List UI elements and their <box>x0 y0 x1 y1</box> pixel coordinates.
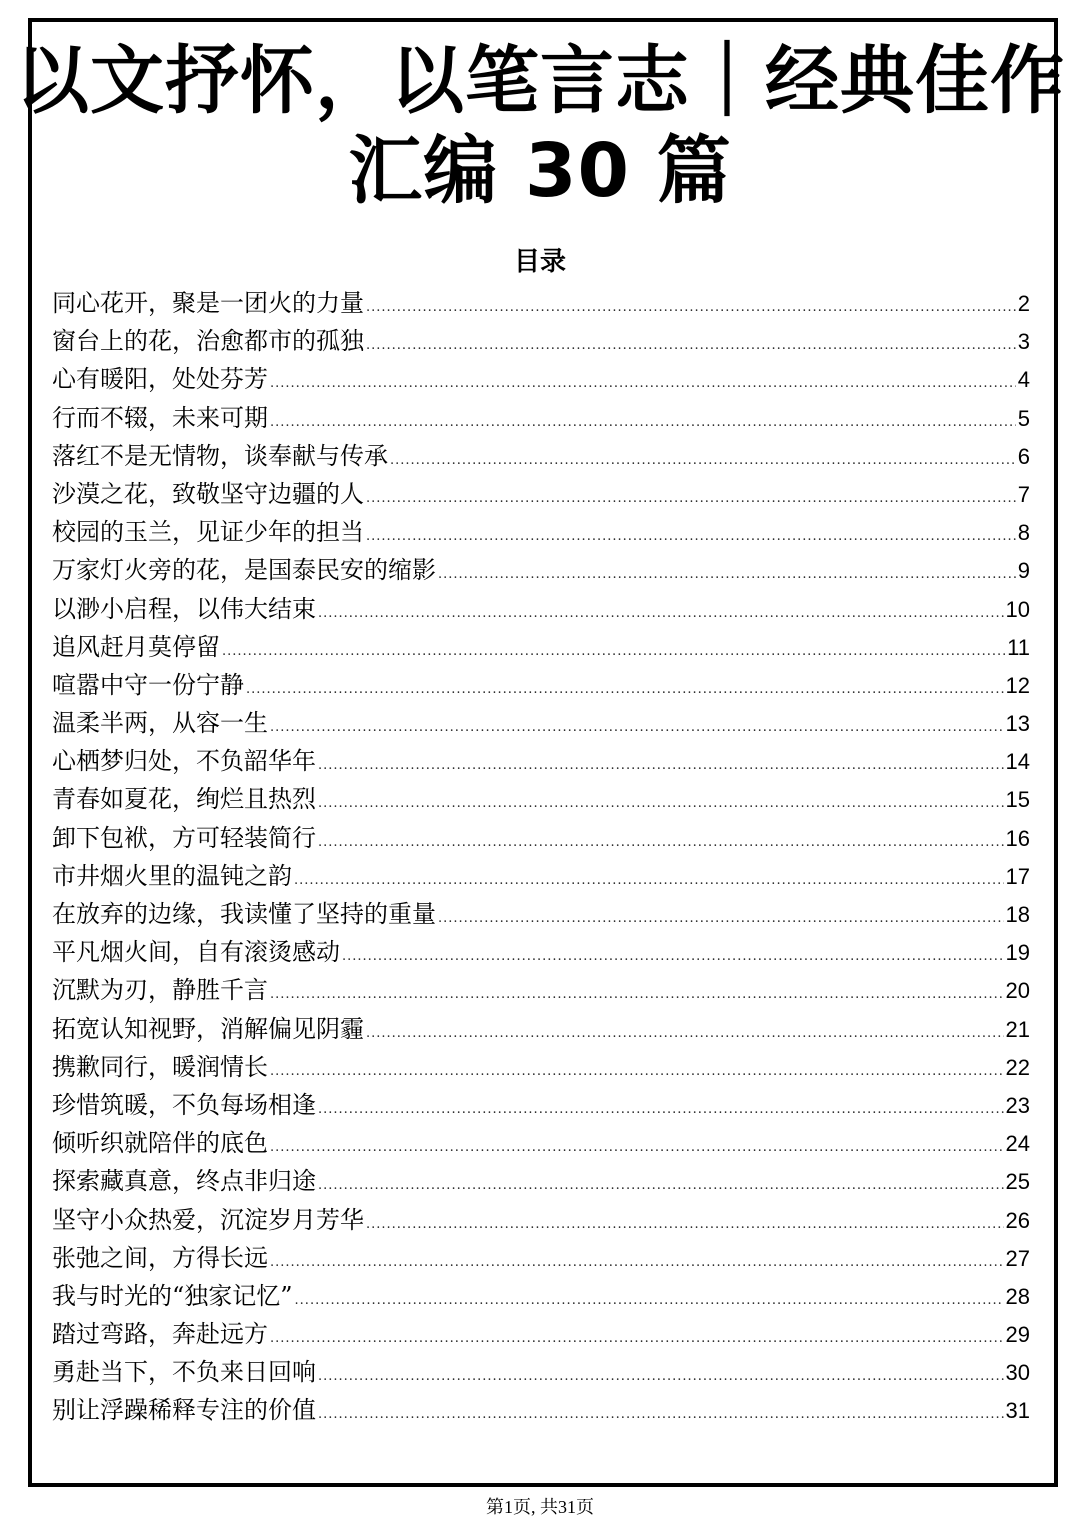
toc-entry-page-number: 28 <box>1005 1283 1030 1309</box>
toc-entry-title: 落红不是无情物，谈奉献与传承 <box>52 441 388 470</box>
toc-entry[interactable] <box>52 933 1030 971</box>
toc-entry-page-number: 21 <box>1005 1016 1030 1042</box>
toc-entry-title: 勇赴当下，不负来日回响 <box>52 1358 316 1387</box>
toc-heading: 目录 <box>513 247 566 277</box>
toc-entry[interactable] <box>52 1277 1030 1315</box>
toc-entry[interactable] <box>52 475 1030 513</box>
toc-dot-leader <box>318 1396 1004 1434</box>
toc-entry-page-number: 13 <box>1005 711 1030 737</box>
toc-entry-title: 行而不辍，未来可期 <box>52 403 268 432</box>
toc-dot-leader <box>270 709 1004 747</box>
toc-entry[interactable] <box>52 1239 1030 1277</box>
toc-entry-page-number: 23 <box>1005 1092 1030 1118</box>
toc-entry-page-number: 29 <box>1005 1322 1030 1348</box>
toc-entry-page-number: 26 <box>1005 1207 1030 1233</box>
toc-entry-page-number: 22 <box>1005 1054 1030 1080</box>
toc-entry-title: 在放弃的边缘，我读懂了坚持的重量 <box>52 900 436 928</box>
toc-dot-leader <box>246 671 1004 709</box>
toc-entry-title: 平凡烟火间，自有滚烫感动 <box>52 938 340 967</box>
toc-dot-leader <box>318 595 1004 633</box>
toc-entry-page-number: 18 <box>1005 902 1030 927</box>
table-of-contents <box>52 284 1030 1430</box>
toc-entry-page-number: 9 <box>1017 558 1030 584</box>
toc-dot-leader <box>366 327 1016 365</box>
toc-entry[interactable] <box>52 1086 1030 1124</box>
toc-dot-leader <box>366 518 1016 556</box>
toc-entry-title: 同心花开，聚是一团火的力量 <box>52 289 364 317</box>
toc-entry-title: 沉默为刃，静胜千言 <box>52 976 268 1005</box>
toc-dot-leader <box>438 556 1016 594</box>
toc-entry-page-number: 10 <box>1005 596 1030 622</box>
toc-entry[interactable] <box>52 780 1030 818</box>
toc-entry[interactable] <box>52 1315 1030 1353</box>
toc-entry-page-number: 27 <box>1005 1245 1030 1271</box>
toc-entry-title: 别让浮躁稀释专注的价值 <box>52 1396 316 1425</box>
toc-entry[interactable] <box>52 666 1030 704</box>
toc-entry[interactable] <box>52 895 1030 933</box>
toc-entry[interactable] <box>52 704 1030 742</box>
toc-entry-page-number: 14 <box>1005 749 1030 775</box>
toc-dot-leader <box>318 1091 1004 1129</box>
toc-dot-leader <box>270 365 1016 403</box>
toc-entry-page-number: 25 <box>1005 1169 1030 1195</box>
toc-dot-leader <box>270 976 1004 1014</box>
toc-entry-title: 喧嚣中守一份宁静 <box>52 670 244 699</box>
toc-entry-title: 探索藏真意，终点非归途 <box>52 1167 316 1196</box>
toc-entry[interactable] <box>52 1391 1030 1429</box>
toc-entry-title: 我与时光的“独家记忆” <box>52 1281 293 1310</box>
toc-entry-page-number: 3 <box>1017 329 1030 355</box>
toc-entry-title: 心栖梦归处，不负韶华年 <box>52 747 316 776</box>
toc-dot-leader <box>318 1167 1004 1205</box>
toc-entry-page-number: 19 <box>1005 940 1030 966</box>
toc-dot-leader <box>318 785 1004 823</box>
toc-entry[interactable] <box>52 284 1030 322</box>
toc-entry-title: 坚守小众热爱，沉淀岁月芳华 <box>52 1205 364 1234</box>
toc-entry[interactable] <box>52 360 1030 398</box>
toc-entry-title: 踏过弯路，奔赴远方 <box>52 1320 268 1349</box>
document-title <box>0 36 1080 216</box>
toc-entry-page-number: 2 <box>1017 291 1030 316</box>
toc-entry-page-number: 6 <box>1017 443 1030 469</box>
document-title-line-2: 汇编 30 篇 <box>348 128 732 214</box>
toc-entry[interactable] <box>52 399 1030 437</box>
toc-entry-title: 沙漠之花，致敬坚守边疆的人 <box>52 479 364 508</box>
toc-entry[interactable] <box>52 1048 1030 1086</box>
toc-entry-title: 倾听织就陪伴的底色 <box>52 1129 268 1158</box>
toc-entry-title: 拓宽认知视野，消解偏见阴霾 <box>52 1014 364 1043</box>
toc-entry-page-number: 15 <box>1005 787 1030 813</box>
toc-entry-page-number: 16 <box>1005 825 1030 851</box>
toc-entry-title: 校园的玉兰，见证少年的担当 <box>52 518 364 547</box>
toc-entry-title: 张弛之间，方得长远 <box>52 1243 268 1272</box>
toc-dot-leader <box>295 1282 1004 1320</box>
toc-entry-title: 万家灯火旁的花，是国泰民安的缩影 <box>52 556 436 585</box>
toc-entry[interactable] <box>52 437 1030 475</box>
toc-entry[interactable] <box>52 551 1030 589</box>
toc-entry-page-number: 31 <box>1005 1398 1030 1424</box>
toc-dot-leader <box>366 480 1016 518</box>
toc-entry-page-number: 30 <box>1005 1360 1030 1386</box>
toc-entry-page-number: 11 <box>1007 634 1030 660</box>
toc-entry-page-number: 8 <box>1017 520 1030 546</box>
toc-entry[interactable] <box>52 742 1030 780</box>
toc-dot-leader <box>270 1244 1004 1282</box>
toc-dot-leader <box>366 1015 1004 1053</box>
toc-entry-title: 市井烟火里的温钝之韵 <box>52 861 292 890</box>
toc-dot-leader <box>270 1053 1004 1091</box>
toc-dot-leader <box>318 1358 1004 1396</box>
toc-entry-title: 卸下包袱，方可轻装简行 <box>52 823 316 852</box>
toc-entry[interactable] <box>52 1010 1030 1048</box>
toc-dot-leader <box>366 289 1016 327</box>
toc-entry-title: 心有暖阳，处处芬芳 <box>52 365 268 394</box>
toc-entry-page-number: 17 <box>1005 863 1030 889</box>
toc-entry-title: 珍惜筑暖，不负每场相逢 <box>52 1090 316 1119</box>
toc-entry-page-number: 20 <box>1005 978 1030 1004</box>
toc-entry[interactable] <box>52 1162 1030 1200</box>
toc-entry[interactable] <box>52 1124 1030 1162</box>
toc-dot-leader <box>342 938 1004 976</box>
toc-entry[interactable] <box>52 819 1030 857</box>
toc-entry-page-number: 7 <box>1017 481 1030 507</box>
toc-entry-title: 温柔半两，从容一生 <box>52 709 268 738</box>
toc-dot-leader <box>270 1320 1004 1358</box>
toc-dot-leader <box>438 900 1004 938</box>
toc-entry-title: 追风赶月莫停留 <box>52 632 220 661</box>
toc-dot-leader <box>270 1129 1004 1167</box>
toc-entry[interactable] <box>52 628 1030 666</box>
toc-entry[interactable] <box>52 857 1030 895</box>
toc-entry[interactable] <box>52 1353 1030 1391</box>
toc-entry-title: 窗台上的花，治愈都市的孤独 <box>52 327 364 356</box>
toc-dot-leader <box>390 442 1016 480</box>
toc-dot-leader <box>366 1206 1004 1244</box>
toc-entry-page-number: 4 <box>1017 367 1030 393</box>
page-footer: 第1页, 共31页 <box>486 1497 594 1517</box>
toc-entry[interactable] <box>52 971 1030 1009</box>
toc-entry-title: 青春如夏花，绚烂且热烈 <box>52 785 316 814</box>
toc-entry-page-number: 5 <box>1017 405 1030 431</box>
toc-entry[interactable] <box>52 513 1030 551</box>
toc-entry-title: 以渺小启程，以伟大结束 <box>52 594 316 623</box>
toc-dot-leader <box>222 633 1005 671</box>
toc-entry[interactable] <box>52 590 1030 628</box>
toc-entry[interactable] <box>52 1201 1030 1239</box>
toc-entry-page-number: 12 <box>1005 672 1030 698</box>
toc-entry[interactable] <box>52 322 1030 360</box>
toc-dot-leader <box>318 747 1004 785</box>
toc-dot-leader <box>318 824 1004 862</box>
document-title-line-1: 以文抒怀，以笔言志｜经典佳作 <box>15 38 1065 124</box>
toc-entry-title: 携歉同行，暖润情长 <box>52 1052 268 1081</box>
toc-entry-page-number: 24 <box>1005 1131 1030 1157</box>
